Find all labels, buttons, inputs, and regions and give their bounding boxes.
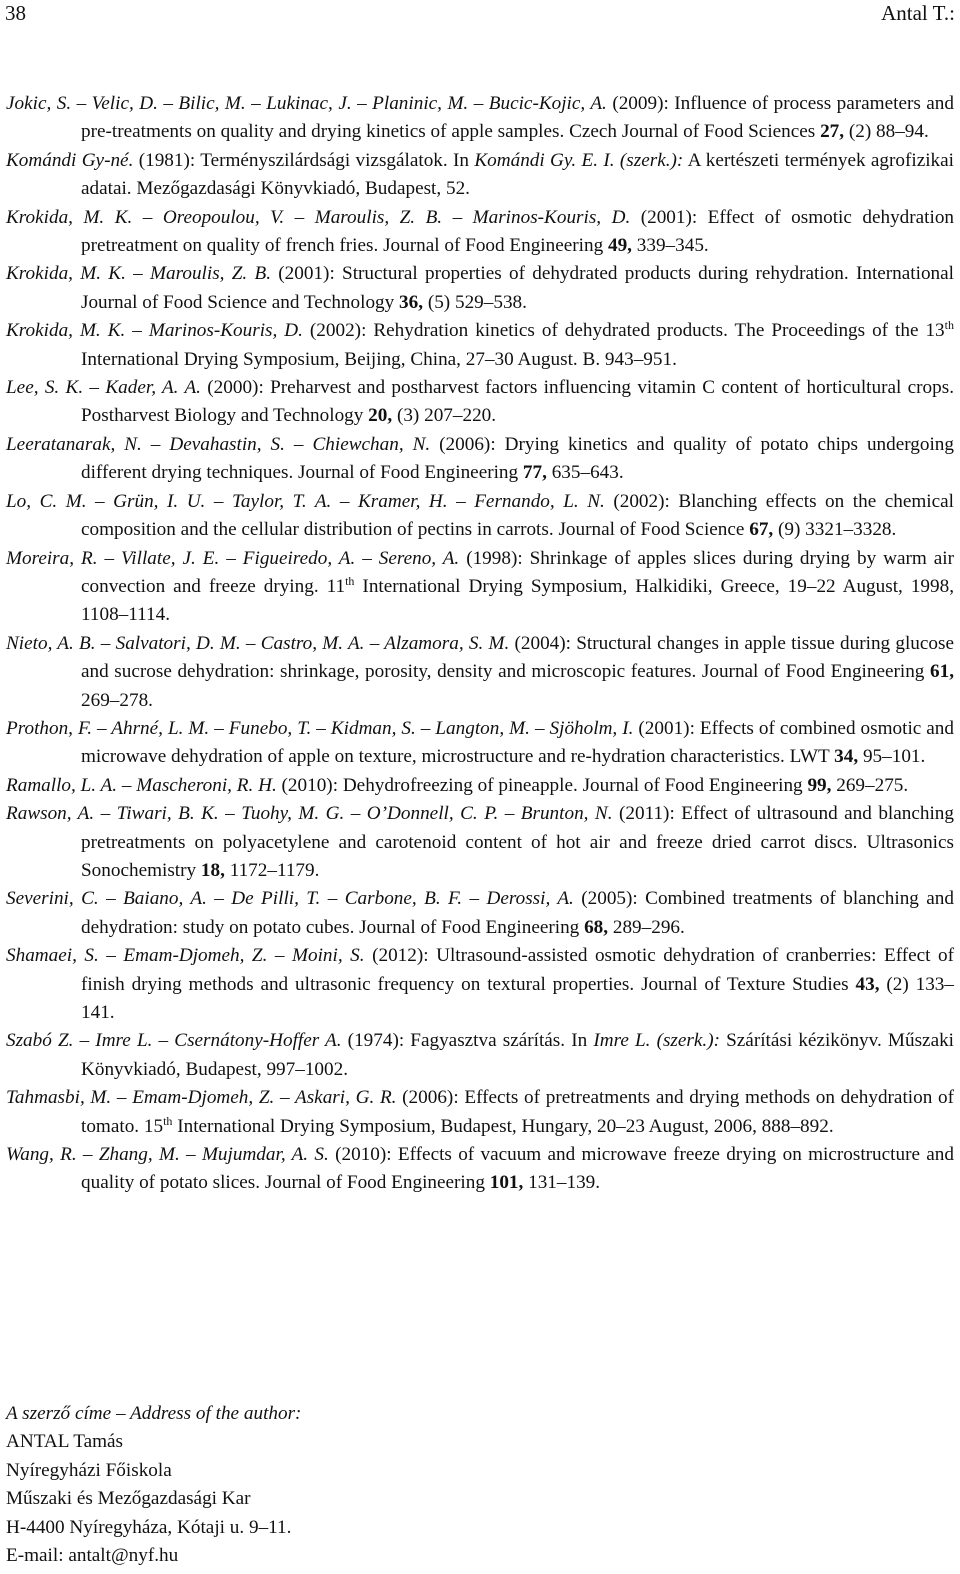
reference-authors: Krokida, M. K. – Marinos-Kouris, D. xyxy=(6,320,303,342)
ordinal-superscript: th xyxy=(944,318,954,333)
reference-text: (2009): Influence of process parameters and pre-treatments on quality and drying kinetics of apple samples. Czech Journal of Food Sciences xyxy=(81,93,954,143)
reference-text: (2006): Effects of pretreatments and drying methods on dehydration of tomato. 15 xyxy=(81,1087,954,1137)
reference-entry xyxy=(6,1084,954,1141)
reference-text: (2001): Effects of combined osmotic and microwave dehydration of apple on texture, microstructure and re-hydration characteristics. LWT xyxy=(81,717,954,768)
reference-text: A kertészeti termények agrofizikai adatai. Mezőgazdasági Könyvkiadó, Budapest, 52. xyxy=(81,149,955,200)
reference-text: (2002): Rehydration kinetics of dehydrated products. The Proceedings of the 13 xyxy=(302,320,945,342)
reference-volume: 36, xyxy=(399,291,424,313)
reference-authors: Komándi Gy-né. xyxy=(6,149,134,171)
reference-authors: Lo, C. M. – Grün, I. U. – Taylor, T. A. – Kramer, H. – Fernando, L. N. xyxy=(6,490,605,512)
reference-authors: Rawson, A. – Tiwari, B. K. – Tuohy, M. G. – O’Donnell, C. P. – Brunton, N. xyxy=(6,803,613,825)
reference-entry xyxy=(6,431,954,488)
reference-authors: Krokida, M. K. – Maroulis, Z. B. xyxy=(6,263,272,285)
reference-authors: Severini, C. – Baiano, A. – De Pilli, T. – Carbone, B. F. – Derossi, A. xyxy=(6,888,574,910)
reference-text: International Drying Symposium, Budapest, Hungary, 20–23 August, 2006, 888–892. xyxy=(172,1115,834,1137)
reference-volume: 101, xyxy=(489,1172,524,1194)
reference-volume: 68, xyxy=(584,916,609,938)
reference-text: International Drying Symposium, Beijing, China, 27–30 August. B. 943–951. xyxy=(81,348,677,370)
reference-authors: Nieto, A. B. – Salvatori, D. M. – Castro, M. A. – Alzamora, S. M. xyxy=(6,632,510,654)
reference-text: International Drying Symposium, Halkidiki, Greece, 19–22 August, 1998, 1108–1114. xyxy=(81,575,954,626)
reference-volume: 49, xyxy=(607,235,632,257)
author-email: E-mail: antalt@nyf.hu xyxy=(6,1545,179,1567)
reference-entry xyxy=(6,942,954,1027)
reference-entry xyxy=(6,204,954,261)
reference-entry xyxy=(6,374,954,431)
reference-text: (2004): Structural changes in apple tissue during glucose and sucrose dehydration: shrinkage, porosity, density and microscopic features. Journal of Food Engineering xyxy=(81,632,954,683)
reference-authors: Tahmasbi, M. – Emam-Djomeh, Z. – Askari, G. R. xyxy=(6,1087,397,1109)
reference-list xyxy=(6,90,954,1198)
reference-authors: Imre L. (szerk.): xyxy=(593,1030,720,1052)
reference-entry xyxy=(6,630,954,715)
author-institution: Nyíregyházi Főiskola xyxy=(6,1459,172,1481)
reference-entry xyxy=(6,147,954,204)
reference-text: (2011): Effect of ultrasound and blanching pretreatments on polyacetylene and carotenoid content of hot air and freeze dried carrot discs. Ultrasonics Sonochemistry xyxy=(81,803,954,881)
reference-text: (2000): Preharvest and postharvest factors influencing vitamin C content of horticultural crops. Postharvest Biology and Technology xyxy=(81,377,955,427)
reference-text: (1998): Shrinkage of apples slices during drying by warm air convection and freeze drying. 11 xyxy=(81,547,954,597)
reference-entry xyxy=(6,545,954,630)
reference-text: (2010): Dehydrofreezing of pineapple. Journal of Food Engineering xyxy=(276,774,808,796)
reference-text: (2001): Structural properties of dehydrated products during rehydration. International Journal of Food Science and Technology xyxy=(81,263,954,313)
reference-authors: Moreira, R. – Villate, J. E. – Figueiredo, A. – Sereno, A. xyxy=(6,547,460,569)
author-address-label: A szerző címe – Address of the author: xyxy=(6,1403,302,1424)
reference-volume: 27, xyxy=(820,121,845,143)
reference-text: (5) 529–538. xyxy=(423,291,527,313)
author-postal-address: H-4400 Nyíregyháza, Kótaji u. 9–11. xyxy=(6,1516,292,1538)
reference-text: 131–139. xyxy=(523,1172,601,1194)
reference-entry xyxy=(6,772,954,800)
reference-text: (1981): Terményszilárdsági vizsgálatok. In xyxy=(133,149,475,171)
reference-text: (2010): Effects of vacuum and microwave freeze drying on microstructure and quality of potato slices. Journal of Food Engineering xyxy=(81,1144,954,1194)
reference-text: (2006): Drying kinetics and quality of potato chips undergoing different drying techniques. Journal of Food Engineering xyxy=(81,433,954,484)
author-faculty: Műszaki és Mezőgazdasági Kar xyxy=(6,1488,251,1510)
reference-entry xyxy=(6,1027,954,1084)
reference-authors: Jokic, S. – Velic, D. – Bilic, M. – Lukinac, J. – Planinic, M. – Bucic-Kojic, A. xyxy=(6,93,607,114)
reference-text: 635–643. xyxy=(546,462,624,484)
reference-authors: Shamaei, S. – Emam-Djomeh, Z. – Moini, S. xyxy=(6,945,365,967)
reference-text: (2001): Effect of osmotic dehydration pretreatment on quality of french fries. Journal of Food Engineering xyxy=(81,206,955,257)
reference-authors: Komándi Gy. E. I. (szerk.): xyxy=(474,149,684,171)
page-number: 38 xyxy=(5,1,26,25)
reference-volume: 77, xyxy=(522,462,547,484)
reference-volume: 18, xyxy=(200,859,225,881)
reference-authors: Szabó Z. – Imre L. – Csernátony-Hoffer A. xyxy=(6,1030,342,1052)
reference-authors: Prothon, F. – Ahrné, L. M. – Funebo, T. – Kidman, S. – Langton, M. – Sjöholm, I. xyxy=(6,717,634,739)
reference-entry xyxy=(6,90,954,147)
ordinal-superscript: th xyxy=(345,573,355,588)
author-address-block xyxy=(6,1400,301,1570)
reference-entry xyxy=(6,317,954,374)
reference-entry xyxy=(6,800,954,885)
reference-volume: 99, xyxy=(807,774,832,796)
reference-volume: 34, xyxy=(834,746,859,768)
reference-volume: 67, xyxy=(749,519,774,541)
reference-text: 1172–1179. xyxy=(224,859,320,881)
reference-text: 269–278. xyxy=(81,689,153,711)
reference-entry xyxy=(6,885,954,942)
reference-entry xyxy=(6,1141,954,1198)
reference-text: (2002): Blanching effects on the chemical composition and the cellular distribution of pectins in carrots. Journal of Food Science xyxy=(81,490,954,541)
page-header xyxy=(5,0,955,30)
reference-text: 95–101. xyxy=(858,746,926,768)
reference-text: Szárítási kézikönyv. Műszaki Könyvkiadó, Budapest, 997–1002. xyxy=(81,1030,955,1080)
ordinal-superscript: th xyxy=(163,1113,173,1128)
reference-entry xyxy=(6,715,954,772)
reference-text: (1974): Fagyasztva szárítás. In xyxy=(341,1030,594,1052)
reference-text: (2) 88–94. xyxy=(844,121,929,143)
running-title: Antal T.: xyxy=(881,1,955,25)
reference-text: 339–345. xyxy=(631,235,709,257)
reference-authors: Wang, R. – Zhang, M. – Mujumdar, A. S. xyxy=(6,1144,329,1166)
reference-text: (2012): Ultrasound-assisted osmotic dehydration of cranberries: Effect of finish drying methods and ultrasonic frequency on textural properties. Journal of Texture Studies xyxy=(81,945,954,995)
reference-volume: 43, xyxy=(855,973,880,995)
reference-text: (2005): Combined treatments of blanching and dehydration: study on potato cubes. Journal of Food Engineering xyxy=(81,888,954,938)
reference-entry xyxy=(6,488,954,545)
reference-authors: Lee, S. K. – Kader, A. A. xyxy=(6,377,201,399)
reference-authors: Krokida, M. K. – Oreopoulou, V. – Maroulis, Z. B. – Marinos-Kouris, D. xyxy=(6,206,631,228)
reference-authors: Ramallo, L. A. – Mascheroni, R. H. xyxy=(6,774,277,796)
reference-volume: 20, xyxy=(368,405,393,427)
reference-volume: 61, xyxy=(930,661,954,683)
author-name: ANTAL Tamás xyxy=(6,1431,124,1453)
reference-text: (9) 3321–3328. xyxy=(773,519,897,541)
reference-text: (3) 207–220. xyxy=(392,405,497,427)
reference-entry xyxy=(6,260,954,317)
reference-authors: Leeratanarak, N. – Devahastin, S. – Chiewchan, N. xyxy=(6,433,431,455)
reference-text: (2) 133–141. xyxy=(81,973,954,1023)
reference-text: 289–296. xyxy=(608,916,685,938)
reference-text: 269–275. xyxy=(831,774,909,796)
